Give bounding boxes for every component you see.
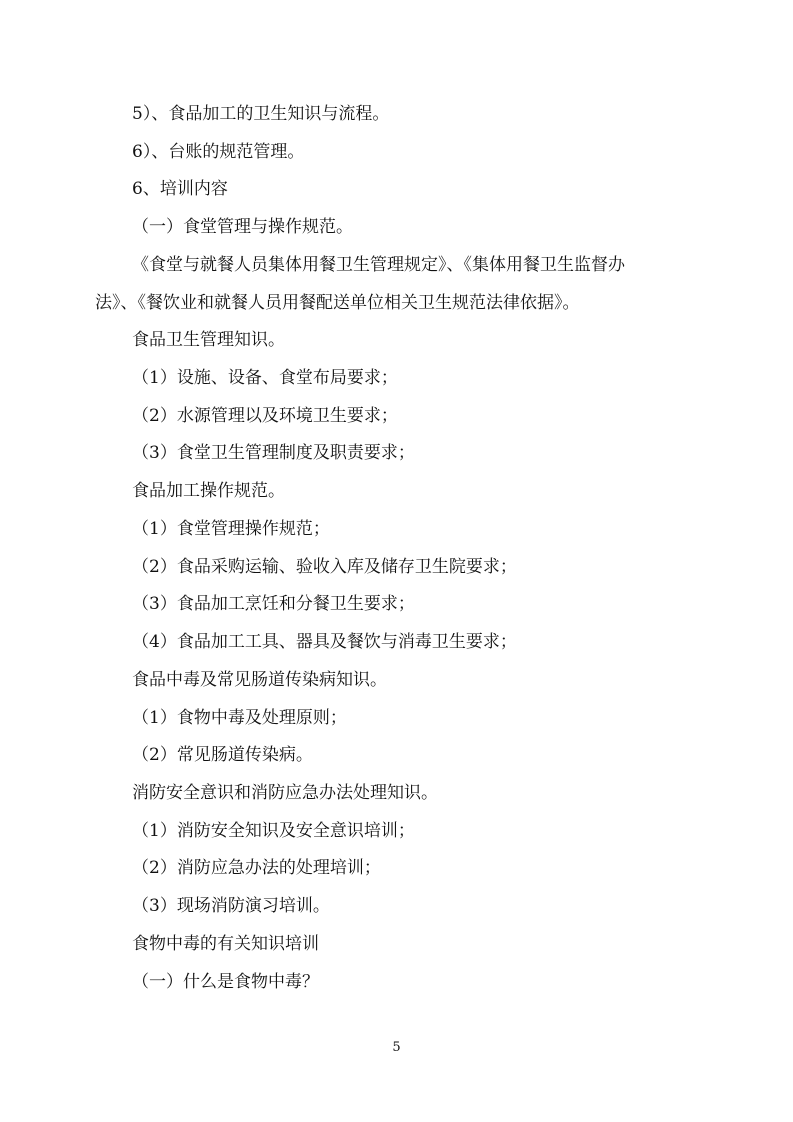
- text-line: 食品中毒及常见肠道传染病知识。: [132, 670, 387, 690]
- list-item: （1）食堂管理操作规范；: [132, 519, 330, 539]
- list-item: （3）现场消防演习培训。: [132, 896, 330, 916]
- list-item: （2）消防应急办法的处理培训；: [132, 858, 381, 878]
- list-item: （4）食品加工工具、器具及餐饮与消毒卫生要求；: [132, 632, 517, 652]
- text-line: 6）、台账的规范管理。: [132, 142, 305, 162]
- page-number: 5: [392, 1040, 401, 1055]
- text-line: 《食堂与就餐人员集体用餐卫生管理规定》、《集体用餐卫生监督办: [132, 255, 625, 275]
- list-item: （2）水源管理以及环境卫生要求；: [132, 406, 398, 426]
- subsection-heading: （一）食堂管理与操作规范。: [132, 217, 353, 237]
- subsection-heading: （一）什么是食物中毒？: [132, 972, 319, 992]
- text-line: 消防安全意识和消防应急办法处理知识。: [132, 783, 438, 803]
- list-item: （1）食物中毒及处理原则；: [132, 708, 347, 728]
- section-heading: 6、培训内容: [132, 179, 228, 199]
- text-line: 法》、《餐饮业和就餐人员用餐配送单位相关卫生规范法律依据》。: [95, 293, 580, 313]
- list-item: （1）消防安全知识及安全意识培训；: [132, 821, 415, 841]
- list-item: （1）设施、设备、食堂布局要求；: [132, 368, 398, 388]
- text-line: 5）、食品加工的卫生知识与流程。: [132, 104, 390, 124]
- list-item: （2）常见肠道传染病。: [132, 745, 313, 765]
- text-line: 食物中毒的有关知识培训: [132, 934, 319, 954]
- list-item: （2）食品采购运输、验收入库及储存卫生院要求；: [132, 557, 517, 577]
- text-line: 食品加工操作规范。: [132, 481, 285, 501]
- list-item: （3）食品加工烹饪和分餐卫生要求；: [132, 594, 415, 614]
- text-line: 食品卫生管理知识。: [132, 330, 285, 350]
- list-item: （3）食堂卫生管理制度及职责要求；: [132, 443, 415, 463]
